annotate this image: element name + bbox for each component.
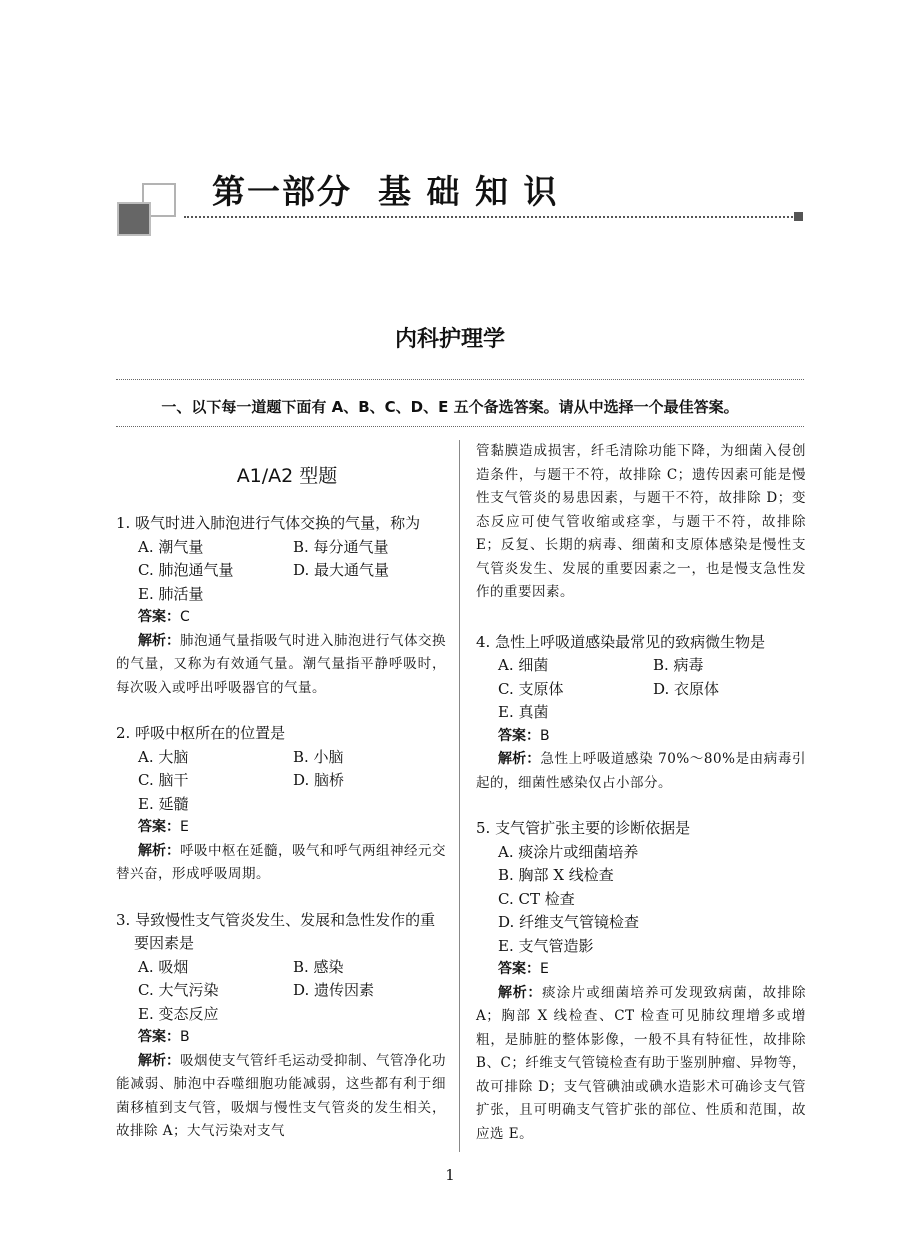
instruction-text: 一、以下每一道题下面有 A、B、C、D、E 五个备选答案。请从中选择一个最佳答案。 (161, 398, 739, 416)
option-e: E. 变态反应 (138, 1004, 219, 1023)
option-list (476, 841, 806, 959)
explanation (116, 1050, 446, 1144)
option-d: D. 遗传因素 (293, 981, 375, 999)
explanation (476, 982, 806, 1147)
option-e: E. 肺活量 (138, 584, 204, 603)
explanation-label: 解析： (498, 984, 543, 1001)
answer-value: B (180, 1029, 190, 1045)
answer-label: 答案： (138, 609, 180, 625)
option-list (116, 956, 446, 1027)
part-title (212, 166, 558, 213)
question-1 (116, 512, 446, 700)
option-a: A. 大脑 (138, 747, 189, 766)
option-e: E. 支气管造影 (498, 936, 594, 955)
explanation-label: 解析： (138, 842, 180, 859)
section-title: 内科护理学 (394, 327, 505, 352)
answer (476, 725, 806, 749)
explanation-text: 肺泡通气量指吸气时进入肺泡进行气体交换的气量，又称为有效通气量。潮气量指平静呼吸时，每次吸入或呼出呼吸器官的气量。 (116, 632, 446, 696)
option-d: D. 最大通气量 (293, 561, 390, 579)
option-d: D. 纤维支气管镜检查 (498, 913, 640, 931)
explanation-text: 痰涂片或细菌培养可发现致病菌，故排除 A；胸部 X 线检查、CT 检查可见肺纹理增多或增粗，是肺脏的整体影像，一般不具有特征性，故排除 B、C；纤维支气管镜检查有助于鉴别肿瘤、异物等，故可排除 D；支气管碘油或碘水造影术可确诊支气管扩张，且可明确支气管扩张的部位、性质和范围，故应选 E。 (476, 984, 807, 1142)
answer-label: 答案： (498, 961, 540, 977)
question-stem: 5. 支气管扩张主要的诊断依据是 (476, 819, 691, 837)
left-column (116, 458, 446, 1166)
option-b: B. 病毒 (653, 656, 704, 674)
decorative-square-filled (117, 202, 151, 236)
answer-label: 答案： (498, 727, 540, 744)
option-a: A. 痰涂片或细菌培养 (498, 842, 639, 861)
answer (116, 1026, 446, 1050)
explanation-label: 解析： (498, 751, 541, 767)
option-list (476, 654, 806, 725)
explanation-continued: 管黏膜造成损害，纤毛清除功能下降，为细菌入侵创造条件，与题干不符，故排除 C；遗传因素可能是慢性支气管炎的易患因素，与题干不符，故排除 D；变态反应可使气管收缩或痉挛，与题干不符，故排除 E；反复、长期的病毒、细菌和支原体感染是慢性支气管炎发生、发展的重要因素之一，也是慢支急性发作的重要因素。 (476, 443, 806, 600)
question-stem: 2. 呼吸中枢所在的位置是 (116, 724, 286, 742)
question-stem: 4. 急性上呼吸道感染最常见的致病微生物是 (476, 632, 766, 651)
option-a: A. 细菌 (498, 656, 549, 674)
instruction-bottom-divider (116, 426, 804, 427)
answer-value: C (180, 609, 190, 625)
instruction-top-divider (116, 379, 804, 380)
question-2 (116, 722, 446, 887)
question-type-title: A1/A2 型题 (236, 465, 338, 487)
answer (116, 606, 446, 630)
option-a: A. 潮气量 (138, 537, 204, 556)
option-c: C. 肺泡通气量 (138, 561, 234, 579)
explanation (476, 748, 806, 795)
question-4 (476, 631, 806, 796)
answer-value: E (180, 819, 189, 835)
question-3 (116, 909, 446, 1144)
option-b: B. 感染 (293, 957, 344, 976)
question-stem: 1. 吸气时进入肺泡进行气体交换的气量，称为 (116, 514, 421, 532)
question-5 (476, 817, 806, 1146)
part-divider-line (184, 216, 796, 218)
answer-label: 答案： (138, 819, 180, 835)
explanation (116, 630, 446, 701)
option-b: B. 每分通气量 (293, 537, 389, 556)
option-c: C. CT 检查 (498, 889, 575, 908)
explanation-text: 急性上呼吸道感染 70%～80%是由病毒引起的，细菌性感染仅占小部分。 (476, 751, 807, 791)
option-b: B. 小脑 (293, 747, 344, 766)
part-divider-end-marker (794, 212, 803, 221)
option-list (116, 746, 446, 817)
option-d: D. 脑桥 (293, 771, 345, 789)
explanation-text: 吸烟使支气管纤毛运动受抑制、气管净化功能减弱、肺泡中吞噬细胞功能减弱，这些都有利于细菌移植到支气管，吸烟与慢性支气管炎的发生相关，故排除 A；大气污染对支气 (116, 1052, 446, 1139)
option-d: D. 衣原体 (653, 679, 720, 698)
option-a: A. 吸烟 (138, 957, 189, 976)
option-e: E. 真菌 (498, 703, 549, 721)
question-stem: 3. 导致慢性支气管炎发生、发展和急性发作的重要因素是 (116, 910, 436, 952)
explanation-label: 解析： (138, 1052, 180, 1069)
answer-label: 答案： (138, 1029, 180, 1045)
option-c: C. 支原体 (498, 679, 564, 698)
answer (116, 816, 446, 840)
option-list (116, 536, 446, 607)
page-number: 1 (445, 1166, 455, 1184)
option-e: E. 延髓 (138, 794, 189, 813)
option-b: B. 胸部 X 线检查 (498, 866, 614, 884)
answer (476, 958, 806, 982)
explanation-label: 解析： (138, 632, 180, 649)
explanation (116, 840, 446, 887)
explanation-text: 呼吸中枢在延髓，吸气和呼气两组神经元交替兴奋，形成呼吸周期。 (116, 842, 446, 882)
part-title-name: 基 础 知 识 (378, 172, 559, 211)
answer-value: E (540, 961, 549, 977)
part-title-number: 第一部分 (212, 172, 352, 211)
answer-value: B (540, 727, 550, 744)
column-divider (459, 440, 460, 1152)
option-c: C. 脑干 (138, 771, 189, 789)
right-column (476, 440, 806, 1168)
option-c: C. 大气污染 (138, 981, 219, 999)
